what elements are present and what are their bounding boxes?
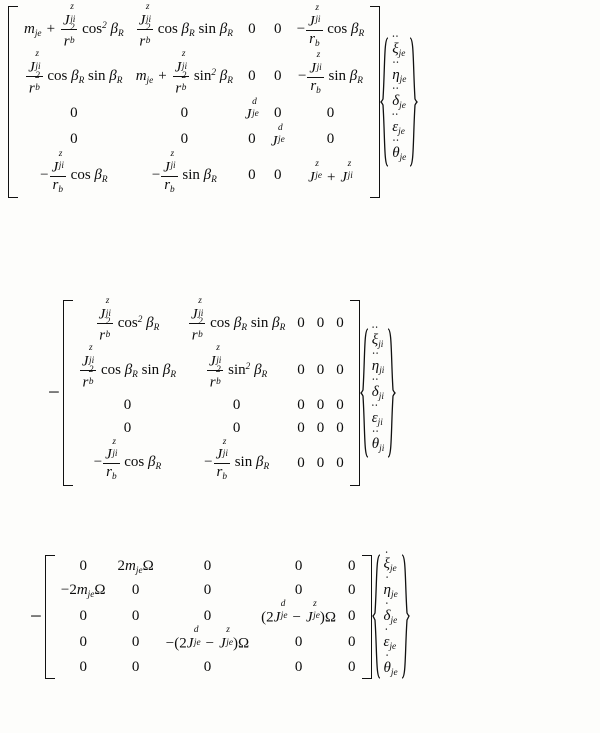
matrix-cell: 0 xyxy=(248,167,256,184)
matrix-cell: J z je + J z ji xyxy=(308,158,353,185)
matrix-cell: 0 xyxy=(297,420,305,437)
matrix-row xyxy=(18,149,370,198)
equation-1 xyxy=(8,2,418,198)
bracket-right-icon xyxy=(370,6,380,198)
matrix-cell: 0 xyxy=(316,420,325,437)
matrix-cell: 0 xyxy=(316,315,325,332)
matrix-cell: 0 xyxy=(274,68,282,85)
equation-3-leading-minus: − xyxy=(30,604,42,629)
matrix-2 xyxy=(73,296,350,486)
matrix-cell: 0 xyxy=(348,582,356,599)
matrix-cell: $m_{je}$ + J z ji r 2 b $\sin^2 \beta_R$ xyxy=(135,49,233,97)
vector-3-entries: ∙ $\xi_{je}$ ∙ $\eta_{je}$ ∙ $\delta_{je}$ ∙ $\varepsilon_{je}$ ∙ $\theta_{je}$ xyxy=(383,544,398,678)
matrix-cell: 0 xyxy=(180,131,189,148)
vector-1-entries: ∙∙ $\xi_{je}$ ∙∙ $\eta_{je}$ ∙∙ $\delta_{je}$ ∙∙ $\varepsilon_{je}$ ∙∙ $\theta_{je}$ xyxy=(391,29,407,164)
matrix-cell: 0 xyxy=(203,607,212,624)
matrix-cell: J d je xyxy=(244,96,259,123)
matrix-cell: 0 xyxy=(316,397,325,414)
matrix-cell: 0 xyxy=(274,105,282,122)
matrix-cell: 0 xyxy=(316,454,325,471)
matrix-cell: − J z ji $r_b$ $\sin \beta_R$ xyxy=(151,149,217,196)
matrix-cell: 0 xyxy=(326,105,335,122)
matrix-row xyxy=(55,599,362,629)
brace-left-icon xyxy=(380,37,389,167)
brace-right-icon xyxy=(409,37,418,167)
matrix-row xyxy=(73,436,350,485)
matrix-cell: 0 xyxy=(294,558,303,575)
matrix-cell: 0 xyxy=(348,633,356,650)
matrix-cell: − J z ji $r_b$ $\sin \beta_R$ xyxy=(204,436,270,483)
matrix-cell: 0 xyxy=(294,582,303,599)
bracket-right-icon xyxy=(350,300,360,486)
matrix-cell: 0 xyxy=(180,105,189,122)
matrix-1 xyxy=(18,2,370,198)
matrix-cell: 0 xyxy=(131,633,140,650)
matrix-cell: 0 xyxy=(70,105,78,122)
vector-3 xyxy=(372,544,410,682)
matrix-cell: 0 xyxy=(123,397,132,414)
matrix-cell: 0 xyxy=(203,582,212,599)
matrix-cell: 0 xyxy=(248,131,256,148)
matrix-cell: 0 xyxy=(294,633,303,650)
matrix-row xyxy=(18,2,370,53)
equation-2-leading-minus: − xyxy=(48,380,60,405)
matrix-row xyxy=(18,49,370,100)
matrix-cell: J d je xyxy=(270,122,285,149)
matrix-cell: 0 xyxy=(297,397,305,414)
matrix-cell: 0 xyxy=(297,454,305,471)
matrix-cell: 0 xyxy=(348,658,356,675)
matrix-row xyxy=(18,96,370,126)
vector-1 xyxy=(380,29,418,167)
matrix-cell: J z ji r 2 b $\cos^2 \beta_R$ xyxy=(98,296,160,344)
vector-2-entries: ∙∙ $\xi_{ji}$ ∙∙ $\eta_{ji}$ ∙∙ $\delta_{ji}$ ∙∙ $\varepsilon_{ji}$ ∙∙ $\theta_{ji}$ xyxy=(371,320,385,454)
matrix-cell: J z ji r 2 b $\cos \beta_R$ $\sin \beta_R$ xyxy=(81,343,177,391)
matrix-cell: 0 xyxy=(348,558,356,575)
matrix-cell: 0 xyxy=(336,362,344,379)
equation-2 xyxy=(48,296,396,486)
matrix-row xyxy=(73,296,350,347)
matrix-cell: 0 xyxy=(203,558,212,575)
matrix-cell: −(2J d je − J z je )Ω xyxy=(165,625,250,652)
matrix-cell: − J z ji $r_b$ $\cos \beta_R$ xyxy=(40,149,108,196)
matrix-cell: 0 xyxy=(232,397,241,414)
matrix-cell: $m_{je}$ + J z ji r 2 b $\cos^2 \beta_R$ xyxy=(24,2,124,50)
matrix-row xyxy=(18,122,370,153)
bracket-left-icon xyxy=(8,6,18,198)
matrix-cell: J z ji r 2 b $\cos \beta_R$ $\sin \beta_R$ xyxy=(138,2,233,50)
matrix-cell: 0 xyxy=(326,131,335,148)
matrix-cell: 0 xyxy=(248,68,256,85)
matrix-cell: 0 xyxy=(79,658,87,675)
matrix-cell: 0 xyxy=(232,420,241,437)
matrix-cell: 0 xyxy=(297,362,305,379)
matrix-3-brackets xyxy=(45,555,372,679)
vector-2 xyxy=(360,320,397,458)
matrix-cell: $2m_{je}\Omega$ xyxy=(117,558,154,576)
brace-left-icon xyxy=(372,554,381,679)
matrix-cell: 0 xyxy=(294,658,303,675)
matrix-cell: 0 xyxy=(336,420,344,437)
matrix-1-brackets xyxy=(8,2,380,198)
matrix-row xyxy=(55,625,362,655)
matrix-cell: 0 xyxy=(131,582,140,599)
matrix-cell: 0 xyxy=(70,131,78,148)
matrix-row xyxy=(55,656,362,679)
matrix-cell: − J z ji $r_b$ $\cos \beta_R$ xyxy=(296,3,365,49)
matrix-row xyxy=(55,555,362,579)
matrix-cell: $-2m_{je}\Omega$ xyxy=(60,581,106,600)
matrix-cell: 0 xyxy=(274,167,282,184)
matrix-3 xyxy=(55,555,362,679)
matrix-cell: J z ji r 2 b $\cos \beta_R$ $\sin \beta_R$ xyxy=(28,49,123,97)
matrix-cell: J z ji r 2 b $\cos \beta_R$ $\sin \beta_R$ xyxy=(191,296,286,344)
matrix-cell: 0 xyxy=(123,420,132,437)
matrix-cell: 0 xyxy=(79,633,87,650)
matrix-cell: 0 xyxy=(79,558,87,575)
equation-3 xyxy=(30,544,410,682)
matrix-cell: J z ji r 2 b $\sin^2 \beta_R$ xyxy=(209,343,268,391)
brace-right-icon xyxy=(387,328,396,458)
bracket-left-icon xyxy=(63,300,73,486)
matrix-cell: 0 xyxy=(248,21,256,38)
matrix-cell: 0 xyxy=(336,315,344,332)
matrix-cell: 0 xyxy=(336,454,344,471)
matrix-cell: − J z ji $r_b$ $\sin \beta_R$ xyxy=(297,50,363,97)
brace-left-icon xyxy=(360,328,369,458)
matrix-cell: 0 xyxy=(131,607,140,624)
matrix-cell: 0 xyxy=(297,315,305,332)
matrix-cell: (2J d je − J z je )Ω xyxy=(261,599,337,626)
matrix-cell: − J z ji $r_b$ $\cos \beta_R$ xyxy=(93,436,162,483)
bracket-right-icon xyxy=(362,555,372,679)
matrix-cell: 0 xyxy=(316,362,325,379)
brace-right-icon xyxy=(401,554,410,679)
matrix-cell: 0 xyxy=(79,607,87,624)
matrix-cell: 0 xyxy=(131,658,140,675)
matrix-row xyxy=(73,343,350,394)
bracket-left-icon xyxy=(45,555,55,679)
matrix-cell: 0 xyxy=(336,397,344,414)
matrix-cell: 0 xyxy=(203,658,212,675)
matrix-row xyxy=(73,394,350,417)
matrix-2-brackets xyxy=(63,296,360,486)
matrix-cell: 0 xyxy=(274,21,282,38)
matrix-cell: 0 xyxy=(348,607,356,624)
